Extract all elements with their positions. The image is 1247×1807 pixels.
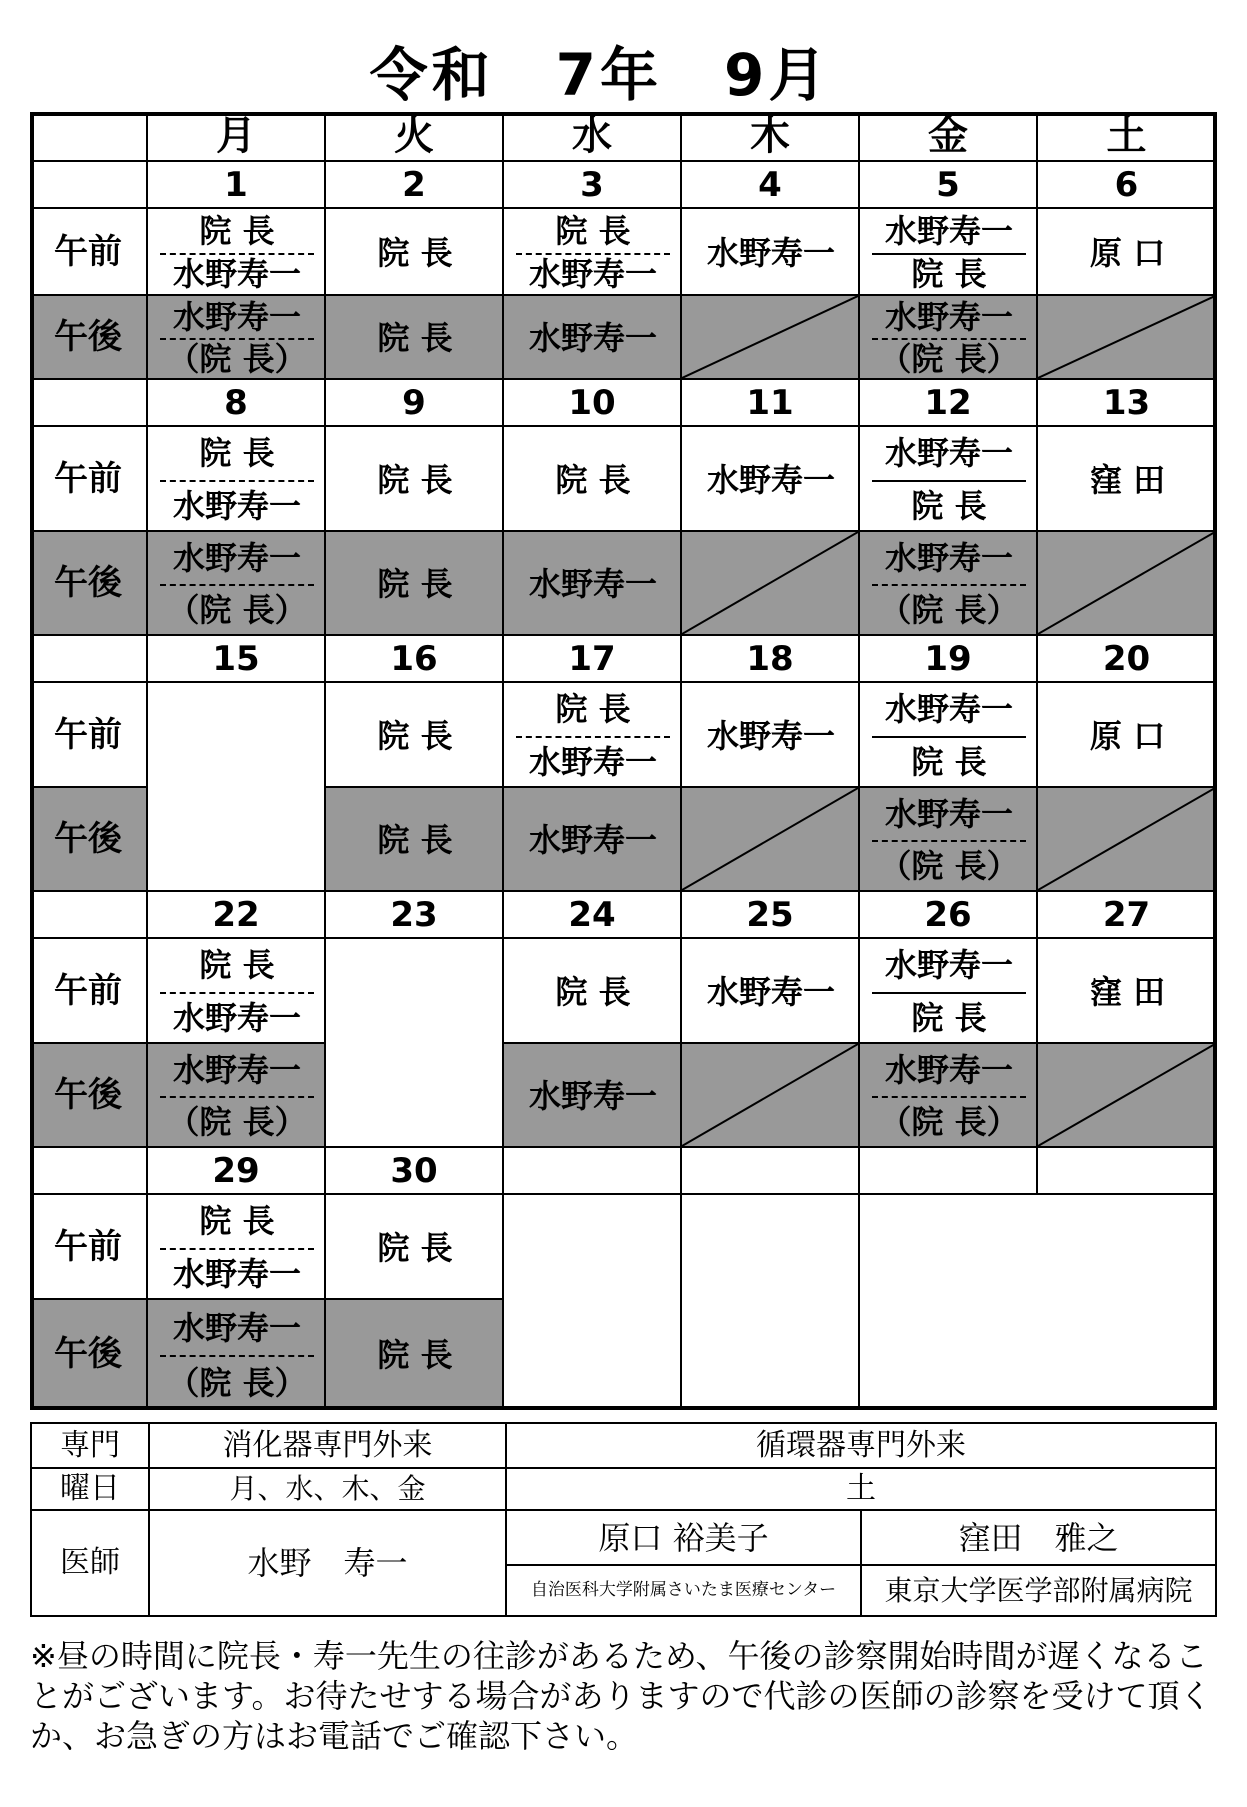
specialty-table	[30, 1422, 1217, 1617]
doctor-name: 院 長	[377, 1336, 453, 1374]
am-label: 午前	[30, 1195, 148, 1300]
doctor-name: 水野寿一	[172, 486, 301, 525]
date-cell: 23	[326, 892, 504, 939]
doctor-name: （院 長）	[167, 340, 307, 378]
holiday-cell	[326, 939, 504, 1148]
gi-clinic-name: 消化器専門外来	[150, 1424, 507, 1469]
doctor-name: 水野寿一	[884, 434, 1013, 473]
doctor-name: 院 長	[199, 434, 275, 473]
date-cell	[682, 1148, 860, 1195]
date-cell: 10	[504, 380, 682, 427]
doctor-name: 院 長	[199, 211, 275, 250]
empty-cell	[860, 1195, 1217, 1410]
doctor-name: 水野寿一	[884, 539, 1013, 577]
weekday-header: 木	[682, 112, 860, 162]
doctor-name: 院 長	[199, 1202, 275, 1241]
doctor-name: 院 長	[199, 946, 275, 985]
weekday-header: 金	[860, 112, 1038, 162]
date-cell: 20	[1038, 636, 1217, 683]
doctor-name: 水野寿一	[528, 319, 657, 357]
am-label: 午前	[30, 683, 148, 788]
doctor-name: 水野寿一	[706, 972, 835, 1011]
closed-diagonal-line	[682, 532, 858, 634]
gi-clinic-days: 月、水、木、金	[150, 1469, 507, 1511]
doctor-name: 水野寿一	[528, 742, 657, 781]
doctor-name: （院 長）	[167, 1103, 307, 1141]
doctor-name: 水野寿一	[172, 1308, 301, 1347]
specialty-label: 専門	[32, 1424, 150, 1469]
doctor-name: 窪 田	[1089, 972, 1166, 1011]
doctor-name: 水野寿一	[172, 998, 301, 1037]
diagonal-line	[1038, 788, 1215, 890]
date-cell: 13	[1038, 380, 1217, 427]
weekday-header: 水	[504, 112, 682, 162]
date-cell: 12	[860, 380, 1038, 427]
doctor-name: 院 長	[377, 565, 453, 603]
doctor-name: （院 長）	[167, 1363, 307, 1402]
diagonal-line	[1038, 532, 1215, 634]
am-label: 午前	[30, 209, 148, 296]
closed-diagonal-line	[682, 296, 858, 378]
empty-cell	[682, 1195, 860, 1410]
cardio-doctor-affiliation: 自治医科大学附属さいたま医療センター	[507, 1566, 862, 1615]
date-cell: 1	[148, 162, 326, 209]
am-label: 午前	[30, 427, 148, 532]
am-label: 午前	[30, 939, 148, 1044]
doctor-name: 院 長	[911, 742, 987, 781]
doctor-name: 院 長	[377, 821, 453, 859]
doctor-name: 水野寿一	[172, 1254, 301, 1293]
date-cell: 24	[504, 892, 682, 939]
doctor-label: 医師	[32, 1511, 150, 1615]
date-row-corner	[30, 892, 148, 939]
doctor-name: 院 長	[377, 716, 453, 755]
doctor-name: 水野寿一	[884, 795, 1013, 833]
closed-diagonal-line	[1038, 1044, 1215, 1146]
holiday-cell	[148, 683, 326, 892]
diagonal-line	[682, 296, 858, 378]
date-cell: 6	[1038, 162, 1217, 209]
weekday-label: 曜日	[32, 1469, 150, 1511]
doctor-name: 水野寿一	[528, 565, 657, 603]
doctor-name: 水野寿一	[884, 298, 1013, 336]
weekday-header: 月	[148, 112, 326, 162]
cardio-clinic-days: 土	[507, 1469, 1215, 1511]
doctor-name: 院 長	[555, 460, 631, 499]
doctor-name: 院 長	[555, 211, 631, 250]
date-cell	[1038, 1148, 1217, 1195]
pm-label: 午後	[30, 532, 148, 636]
doctor-name: （院 長）	[879, 340, 1019, 378]
empty-cell	[504, 1195, 682, 1410]
cardio-doctor-affiliation: 東京大学医学部附属病院	[884, 1573, 1193, 1607]
date-cell: 27	[1038, 892, 1217, 939]
date-cell: 17	[504, 636, 682, 683]
diagonal-line	[682, 1044, 858, 1146]
doctor-name: 水野寿一	[172, 298, 301, 336]
date-cell: 15	[148, 636, 326, 683]
doctor-name: 水野寿一	[706, 716, 835, 755]
header-corner	[30, 112, 148, 162]
page-title: 令和 7年 9月	[369, 41, 831, 109]
doctor-name: 水野寿一	[172, 1051, 301, 1089]
date-row-corner	[30, 1148, 148, 1195]
cardio-clinic-name: 循環器専門外来	[507, 1424, 1215, 1469]
doctor-name: （院 長）	[879, 591, 1019, 629]
doctor-name: 院 長	[377, 460, 453, 499]
doctor-name: 院 長	[555, 972, 631, 1011]
doctor-name: 原 口	[1089, 716, 1166, 755]
doctor-name: 水野寿一	[706, 460, 835, 499]
date-cell: 19	[860, 636, 1038, 683]
doctor-name: 原 口	[1089, 233, 1166, 272]
diagonal-line	[1038, 1044, 1215, 1146]
closed-diagonal-line	[1038, 532, 1215, 634]
date-cell: 25	[682, 892, 860, 939]
closed-diagonal-line	[1038, 296, 1215, 378]
doctor-name: 水野寿一	[528, 821, 657, 859]
doctor-name: 水野寿一	[172, 255, 301, 294]
date-cell: 22	[148, 892, 326, 939]
doctor-name: 院 長	[377, 233, 453, 272]
doctor-name: 水野寿一	[172, 539, 301, 577]
date-cell: 11	[682, 380, 860, 427]
doctor-name: 水野寿一	[884, 946, 1013, 985]
date-row-corner	[30, 162, 148, 209]
date-cell: 9	[326, 380, 504, 427]
date-cell: 29	[148, 1148, 326, 1195]
doctor-name: 水野寿一	[706, 233, 835, 272]
doctor-name: 水野寿一	[884, 1051, 1013, 1089]
diagonal-line	[682, 532, 858, 634]
doctor-name: 水野寿一	[528, 255, 657, 294]
footnote: ※昼の時間に院長・寿一先生の往診があるため、午後の診察開始時間が遅くなることがございます。お待たせする場合がありますので代診の医師の診察を受けて頂くか、お急ぎの方はお電話でご確認下さい。	[30, 1637, 1212, 1755]
doctor-name: 院 長	[377, 319, 453, 357]
doctor-name: 水野寿一	[884, 690, 1013, 729]
doctor-name: 院 長	[911, 255, 987, 294]
weekday-header: 土	[1038, 112, 1217, 162]
cardio-doctor-name: 窪田 雅之	[862, 1511, 1215, 1566]
date-cell: 16	[326, 636, 504, 683]
date-cell: 30	[326, 1148, 504, 1195]
date-cell: 3	[504, 162, 682, 209]
doctor-name: 窪 田	[1089, 460, 1166, 499]
cardio-doctor-name: 原口 裕美子	[507, 1511, 862, 1566]
date-row-corner	[30, 380, 148, 427]
date-cell	[504, 1148, 682, 1195]
doctor-name: 院 長	[555, 690, 631, 729]
diagonal-line	[682, 788, 858, 890]
doctor-name: 水野寿一	[528, 1077, 657, 1115]
date-cell: 8	[148, 380, 326, 427]
date-row-corner	[30, 636, 148, 683]
date-cell: 2	[326, 162, 504, 209]
weekday-header: 火	[326, 112, 504, 162]
date-cell	[860, 1148, 1038, 1195]
pm-label: 午後	[30, 788, 148, 892]
doctor-name: 院 長	[377, 1228, 453, 1267]
date-cell: 4	[682, 162, 860, 209]
date-cell: 26	[860, 892, 1038, 939]
doctor-name: （院 長）	[879, 1103, 1019, 1141]
pm-label: 午後	[30, 296, 148, 380]
doctor-name: （院 長）	[167, 591, 307, 629]
closed-diagonal-line	[682, 1044, 858, 1146]
doctor-name: 院 長	[911, 486, 987, 525]
date-cell: 5	[860, 162, 1038, 209]
pm-label: 午後	[30, 1044, 148, 1148]
date-cell: 18	[682, 636, 860, 683]
doctor-name: 水野寿一	[884, 211, 1013, 250]
closed-diagonal-line	[1038, 788, 1215, 890]
doctor-name: （院 長）	[879, 847, 1019, 885]
diagonal-line	[1038, 296, 1215, 378]
doctor-name: 院 長	[911, 998, 987, 1037]
gi-doctor-name: 水野 寿一	[150, 1511, 507, 1615]
pm-label: 午後	[30, 1300, 148, 1410]
closed-diagonal-line	[682, 788, 858, 890]
